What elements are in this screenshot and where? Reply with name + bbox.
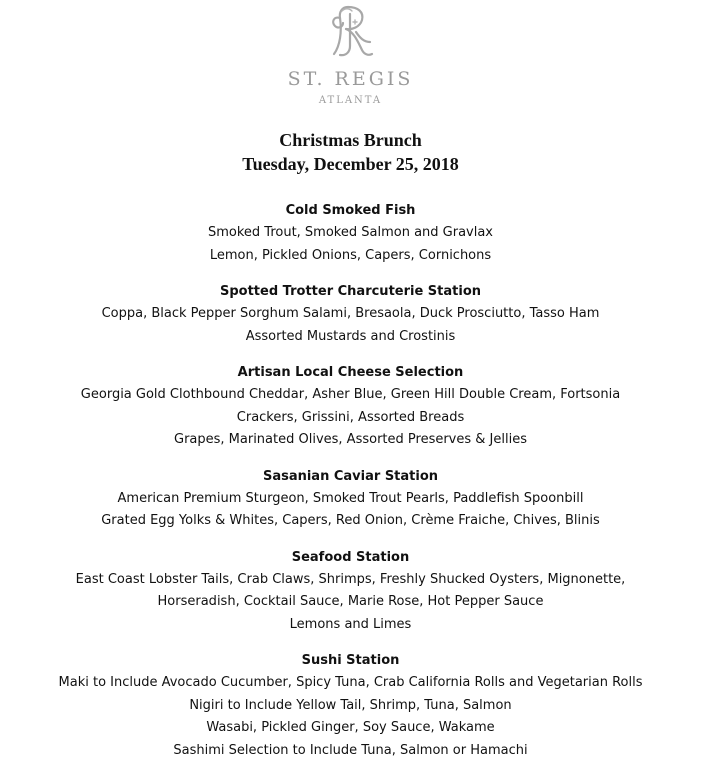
menu-item-line: Coppa, Black Pepper Sorghum Salami, Bresaola, Duck Prosciutto, Tasso Ham bbox=[101, 306, 600, 321]
menu-item-line: Assorted Mustards and Crostinis bbox=[245, 328, 456, 344]
menu-item-line: Grated Egg Yolks & Whites, Capers, Red Onion, Crème Fraiche, Chives, Blinis bbox=[101, 513, 600, 528]
menu-title: Christmas Brunch bbox=[279, 130, 422, 150]
st-regis-logo bbox=[0, 0, 701, 110]
section-heading: Sushi Station bbox=[301, 653, 400, 668]
menu-item-line: Horseradish, Cocktail Sauce, Marie Rose, Hot Pepper Sauce bbox=[157, 594, 544, 609]
menu-item-line: Wasabi, Pickled Ginger, Soy Sauce, Wakame bbox=[206, 720, 495, 735]
menu-section bbox=[0, 547, 701, 637]
menu-item-line: Lemon, Pickled Onions, Capers, Cornichons bbox=[209, 247, 492, 263]
st-regis-monogram-icon bbox=[326, 2, 378, 60]
section-heading: Seafood Station bbox=[291, 549, 410, 565]
menu-item-line: Sashimi Selection to Include Tuna, Salmon or Hamachi bbox=[173, 742, 528, 758]
section-heading: Sasanian Caviar Station bbox=[262, 468, 439, 484]
menu-section bbox=[0, 650, 701, 762]
section-heading: Artisan Local Cheese Selection bbox=[237, 365, 464, 380]
menu-item-line: Nigiri to Include Yellow Tail, Shrimp, Tuna, Salmon bbox=[189, 697, 512, 713]
menu-item-line: Grapes, Marinated Olives, Assorted Preserves & Jellies bbox=[174, 432, 527, 447]
menu-item-line: East Coast Lobster Tails, Crab Claws, Shrimps, Freshly Shucked Oysters, Mignonette, bbox=[75, 571, 626, 587]
menu-date: Tuesday, December 25, 2018 bbox=[242, 154, 459, 174]
section-heading: Spotted Trotter Charcuterie Station bbox=[219, 284, 482, 299]
brand-city: ATLANTA bbox=[318, 95, 383, 106]
menu-section bbox=[0, 200, 701, 267]
menu-item-line: Georgia Gold Clothbound Cheddar, Asher Blue, Green Hill Double Cream, Fortsonia bbox=[80, 387, 621, 402]
menu-sections bbox=[0, 200, 701, 776]
menu-item-line: Crackers, Grissini, Assorted Breads bbox=[236, 409, 465, 425]
menu-item-line: Smoked Trout, Smoked Salmon and Gravlax bbox=[207, 225, 494, 240]
menu-item-line: American Premium Sturgeon, Smoked Trout Pearls, Paddlefish Spoonbill bbox=[117, 490, 584, 506]
menu-item-line: Lemons and Limes bbox=[289, 616, 412, 632]
menu-item-line: Maki to Include Avocado Cucumber, Spicy Tuna, Crab California Rolls and Vegetarian Rolls bbox=[58, 675, 643, 690]
menu-section bbox=[0, 281, 701, 348]
menu-section bbox=[0, 362, 701, 452]
section-heading: Cold Smoked Fish bbox=[285, 203, 416, 218]
brand-name: ST. REGIS bbox=[287, 68, 414, 90]
menu-section bbox=[0, 466, 701, 533]
